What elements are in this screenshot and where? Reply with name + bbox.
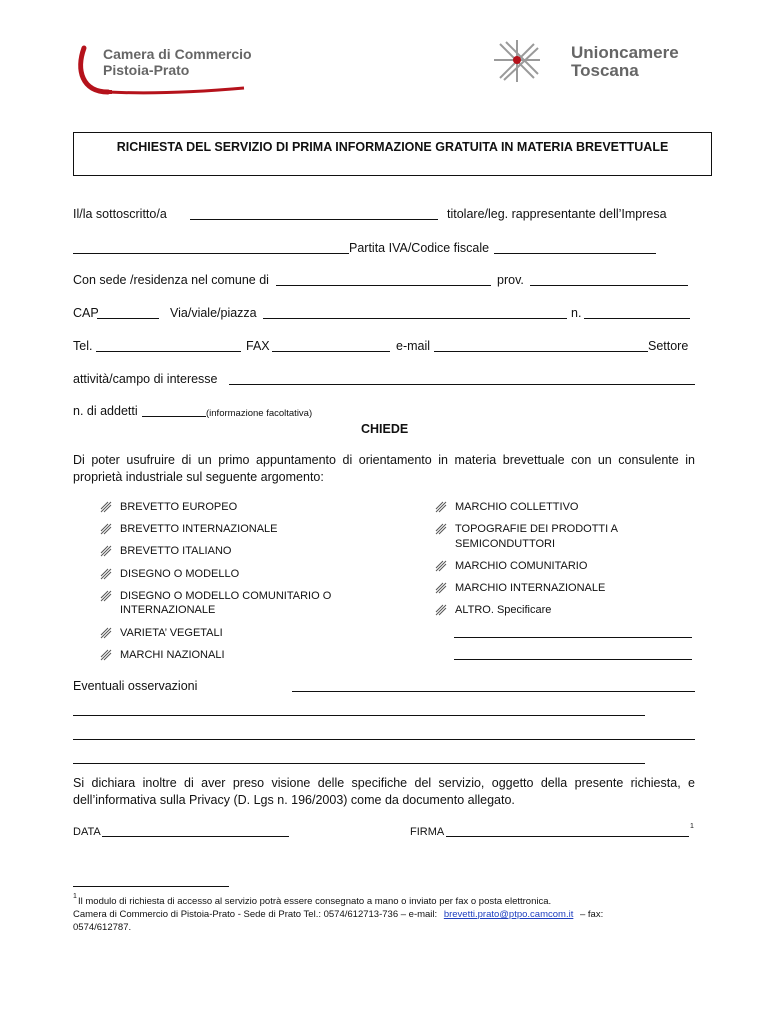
sottoscritto-field[interactable] — [190, 219, 438, 220]
osservazioni-field-4[interactable] — [73, 763, 645, 764]
via-field[interactable] — [263, 318, 567, 319]
checkbox-icon — [435, 501, 447, 513]
checkbox-icon — [435, 604, 447, 616]
sede-label: Con sede /residenza nel comune di — [73, 273, 269, 287]
addetti-field[interactable] — [142, 416, 206, 417]
settore-label: Settore — [648, 339, 689, 353]
unioncamere-line1: Unioncamere — [571, 43, 679, 62]
osservazioni-field-3[interactable] — [73, 739, 695, 740]
title-box — [73, 132, 712, 176]
comune-field[interactable] — [276, 285, 491, 286]
partita-iva-field[interactable] — [494, 253, 656, 254]
logo-line1: Camera di Commercio — [103, 46, 252, 62]
fax-field[interactable] — [272, 351, 390, 352]
firma-field[interactable] — [446, 836, 689, 837]
cap-label: CAP — [73, 306, 99, 320]
checkbox-icon — [100, 649, 112, 661]
logo-underline — [108, 86, 248, 96]
contact-email-link[interactable]: brevetti.prato@ptpo.camcom.it — [443, 909, 574, 920]
prov-label: prov. — [497, 273, 524, 287]
checkbox-icon — [435, 523, 447, 535]
tel-field[interactable] — [96, 351, 241, 352]
email-field[interactable] — [434, 351, 648, 352]
contact-line — [73, 907, 603, 922]
osservazioni-field-2[interactable] — [73, 715, 645, 716]
n-field[interactable] — [584, 318, 690, 319]
via-label: Via/viale/piazza — [170, 306, 257, 320]
checkbox-icon — [100, 523, 112, 535]
footnote-rule — [73, 886, 229, 887]
osservazioni-field-1[interactable] — [292, 691, 695, 692]
chiede-heading: CHIEDE — [361, 422, 409, 436]
attivita-label: attività/campo di interesse — [73, 372, 218, 386]
email-label: e-mail — [396, 339, 431, 353]
n-label: n. — [571, 306, 582, 320]
data-label: DATA — [73, 826, 101, 838]
logo-line2: Pistoia-Prato — [103, 62, 190, 78]
checkbox-icon — [100, 590, 112, 602]
checkbox-icon — [435, 582, 447, 594]
unioncamere-mark-icon — [490, 38, 546, 84]
dichiara-paragraph: Si dichiara inoltre di aver preso visione delle specifiche del servizio, oggetto della presente richiesta, e dell’informativa sulla Privacy (D. Lgs n. 196/2003) come da documento allegato. — [73, 776, 695, 807]
firma-label: FIRMA — [410, 826, 445, 838]
contact-fax-number: 0574/612787. — [73, 922, 132, 933]
intro-paragraph: Di poter usufruire di un primo appuntamento di orientamento in materia brevettuale con un consulente in proprietà industriale sul seguente argomento: — [73, 453, 695, 484]
checkbox-icon — [100, 545, 112, 557]
partita-iva-label: Partita IVA/Codice fiscale — [349, 241, 490, 255]
footnote-text: Il modulo di richiesta di accesso al servizio potrà essere consegnato a mano o inviato per fax o posta elettronica. — [78, 896, 552, 907]
sottoscritto-label: Il/la sottoscritto/a — [73, 207, 167, 221]
altro-field-2[interactable] — [454, 659, 692, 660]
titolare-label: titolare/leg. rappresentante dell’Impresa — [447, 207, 667, 221]
data-field[interactable] — [102, 836, 289, 837]
cap-field[interactable] — [97, 318, 159, 319]
document-title: RICHIESTA DEL SERVIZIO DI PRIMA INFORMAZIONE GRATUITA IN MATERIA BREVETTUALE — [116, 140, 669, 154]
osservazioni-label: Eventuali osservazioni — [73, 679, 198, 693]
fax-label: FAX — [246, 339, 270, 353]
unioncamere-line2: Toscana — [571, 61, 639, 80]
checkbox-icon — [100, 568, 112, 580]
impresa-field[interactable] — [73, 253, 349, 254]
prov-field[interactable] — [530, 285, 688, 286]
altro-field-1[interactable] — [454, 637, 692, 638]
checkbox-icon — [100, 501, 112, 513]
firma-footnote-mark: 1 — [690, 823, 694, 830]
contact-text: Camera di Commercio di Pistoia-Prato - Sede di Prato Tel.: 0574/612713-736 – e-mail: — [73, 909, 438, 920]
facoltativa-note: (informazione facoltativa) — [206, 408, 313, 419]
tel-label: Tel. — [73, 339, 93, 353]
checkbox-icon — [435, 560, 447, 572]
addetti-label: n. di addetti — [73, 404, 138, 418]
attivita-field[interactable] — [229, 384, 695, 385]
checkbox-icon — [100, 627, 112, 639]
contact-fax: – fax: — [579, 909, 604, 920]
footnote-mark: 1 — [73, 893, 77, 900]
